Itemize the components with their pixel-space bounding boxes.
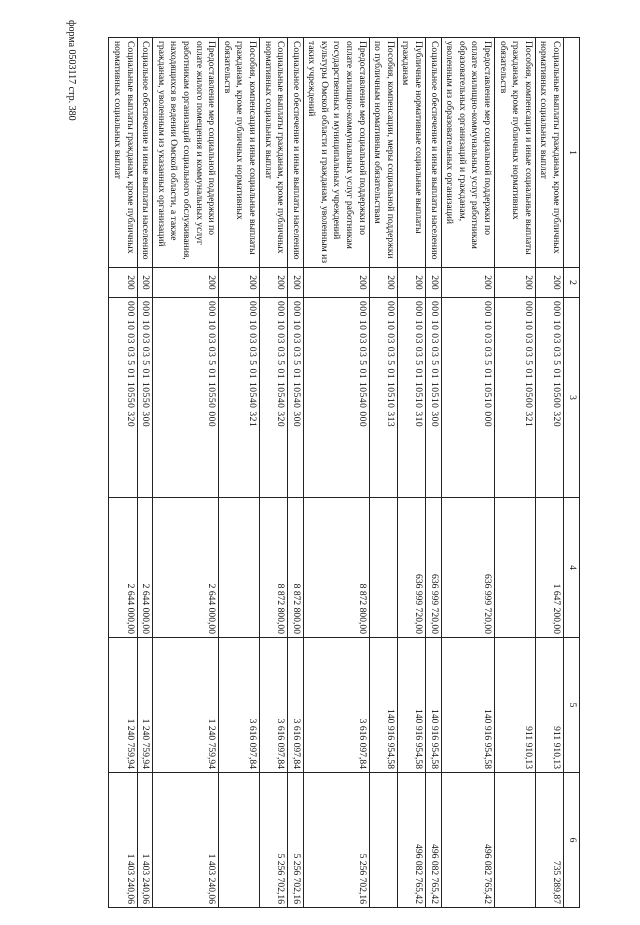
row-executed-cell: 3 616 097,84	[259, 638, 287, 773]
row-line-code-cell: 200	[426, 268, 442, 298]
row-name-cell: Социальное обеспечение и иные выплаты населению	[426, 38, 442, 268]
row-approved-cell: 8 872 800,00	[259, 498, 287, 638]
table-row	[109, 38, 137, 908]
row-approved-cell: 636 999 720,00	[441, 498, 494, 638]
row-name-cell: Социальные выплаты гражданам, кроме публичных нормативных социальных выплат	[259, 38, 287, 268]
row-budget-code-cell: 000 10 03 03 5 01 10510 300	[426, 298, 442, 498]
row-budget-code-cell: 000 10 03 03 5 01 10500 320	[535, 298, 563, 498]
table-row	[288, 38, 304, 908]
row-budget-code-cell: 000 10 03 03 5 01 10540 320	[259, 298, 287, 498]
row-line-code-cell: 200	[259, 268, 287, 298]
row-approved-cell: 8 872 800,00	[303, 498, 369, 638]
table-row	[535, 38, 563, 908]
table-row	[441, 38, 494, 908]
row-unexecuted-cell: 735 289,87	[535, 773, 563, 908]
header-cell-6: 6	[564, 773, 580, 908]
row-line-code-cell: 200	[303, 268, 369, 298]
row-unexecuted-cell: 1 403 240,06	[109, 773, 137, 908]
row-executed-cell: 3 616 097,84	[303, 638, 369, 773]
table-body	[109, 38, 564, 908]
row-line-code-cell: 200	[369, 268, 397, 298]
row-line-code-cell: 200	[495, 268, 536, 298]
row-unexecuted-cell: 496 082 765,42	[397, 773, 425, 908]
table-row	[219, 38, 260, 908]
row-executed-cell: 140 916 954,58	[369, 638, 397, 773]
header-cell-3: 3	[564, 298, 580, 498]
table-row	[426, 38, 442, 908]
table-row	[303, 38, 369, 908]
row-line-code-cell: 200	[219, 268, 260, 298]
report-stage	[70, 37, 580, 907]
row-name-cell: Предоставление мер социальной поддержки по оплате жилого помещения и коммунальных услуг работникам организаций социального обслуживания, находящихся в ведении Омской области, а также гражданам, уволенным из указанных организаций	[153, 38, 219, 268]
row-executed-cell: 140 916 954,58	[397, 638, 425, 773]
row-line-code-cell: 200	[441, 268, 494, 298]
form-label: форма 0503117 стр. 380	[66, 20, 77, 121]
row-executed-cell: 1 240 759,94	[109, 638, 137, 773]
row-unexecuted-cell: 1 403 240,06	[153, 773, 219, 908]
row-name-cell: Социальные выплаты гражданам, кроме публичных нормативных социальных выплат	[109, 38, 137, 268]
row-unexecuted-cell: 5 256 702,16	[288, 773, 304, 908]
row-unexecuted-cell: 5 256 702,16	[303, 773, 369, 908]
row-line-code-cell: 200	[109, 268, 137, 298]
table-row	[137, 38, 153, 908]
row-approved-cell	[495, 498, 536, 638]
table-row	[397, 38, 425, 908]
row-name-cell: Пособия, компенсации, меры социальной поддержки по публичным нормативным обязательствам	[369, 38, 397, 268]
row-budget-code-cell: 000 10 03 03 5 01 10550 320	[109, 298, 137, 498]
row-name-cell: Пособия, компенсации и иные социальные выплаты гражданам, кроме публичных нормативных обязательств	[495, 38, 536, 268]
row-unexecuted-cell: 1 403 240,06	[137, 773, 153, 908]
row-executed-cell: 911 910,13	[535, 638, 563, 773]
row-budget-code-cell: 000 10 03 03 5 01 10550 000	[153, 298, 219, 498]
row-approved-cell: 8 872 800,00	[288, 498, 304, 638]
row-executed-cell: 140 916 954,58	[426, 638, 442, 773]
row-budget-code-cell: 000 10 03 03 5 01 10550 300	[137, 298, 153, 498]
row-executed-cell: 1 240 759,94	[153, 638, 219, 773]
row-approved-cell: 2 644 000,00	[137, 498, 153, 638]
table-row	[495, 38, 536, 908]
row-line-code-cell: 200	[137, 268, 153, 298]
row-unexecuted-cell	[369, 773, 397, 908]
row-approved-cell: 2 644 000,00	[153, 498, 219, 638]
row-name-cell: Предоставление мер социальной поддержки по оплате жилищно-коммунальных услуг работникам государственных и муниципальных учреждений культуры Омской области и гражданам, уволенным из таких учреждений	[303, 38, 369, 268]
row-approved-cell	[369, 498, 397, 638]
row-approved-cell: 1 647 200,00	[535, 498, 563, 638]
row-executed-cell: 911 910,13	[495, 638, 536, 773]
row-name-cell: Пособия, компенсации и иные социальные выплаты гражданам, кроме публичных нормативных обязательств	[219, 38, 260, 268]
row-approved-cell: 636 999 720,00	[397, 498, 425, 638]
row-line-code-cell: 200	[153, 268, 219, 298]
row-line-code-cell: 200	[288, 268, 304, 298]
row-name-cell: Предоставление мер социальной поддержки по оплате жилищно-коммунальных услуг работникам образовательных организаций и гражданам, уволенным из образовательных организаций	[441, 38, 494, 268]
header-row	[564, 38, 580, 908]
row-budget-code-cell: 000 10 03 03 5 01 10510 000	[441, 298, 494, 498]
budget-report-table	[108, 37, 580, 908]
row-executed-cell: 140 916 954,58	[441, 638, 494, 773]
row-unexecuted-cell: 496 082 765,42	[426, 773, 442, 908]
row-name-cell: Социальные выплаты гражданам, кроме публичных нормативных социальных выплат	[535, 38, 563, 268]
row-executed-cell: 1 240 759,94	[137, 638, 153, 773]
row-line-code-cell: 200	[535, 268, 563, 298]
header-cell-2: 2	[564, 268, 580, 298]
row-name-cell: Социальное обеспечение и иные выплаты населению	[288, 38, 304, 268]
table-row	[153, 38, 219, 908]
row-budget-code-cell: 000 10 03 03 5 01 10500 321	[495, 298, 536, 498]
row-approved-cell	[219, 498, 260, 638]
row-budget-code-cell: 000 10 03 03 5 01 10510 313	[369, 298, 397, 498]
row-approved-cell: 636 999 720,00	[426, 498, 442, 638]
row-approved-cell: 2 644 000,00	[109, 498, 137, 638]
row-line-code-cell: 200	[397, 268, 425, 298]
header-cell-4: 4	[564, 498, 580, 638]
row-budget-code-cell: 000 10 03 03 5 01 10540 000	[303, 298, 369, 498]
row-budget-code-cell: 000 10 03 03 5 01 10540 300	[288, 298, 304, 498]
rotated-page	[70, 0, 580, 905]
header-cell-1: 1	[564, 38, 580, 268]
row-executed-cell: 3 616 097,84	[288, 638, 304, 773]
row-budget-code-cell: 000 10 03 03 5 01 10510 310	[397, 298, 425, 498]
row-unexecuted-cell	[495, 773, 536, 908]
row-unexecuted-cell: 496 082 765,42	[441, 773, 494, 908]
row-budget-code-cell: 000 10 03 03 5 01 10540 321	[219, 298, 260, 498]
row-name-cell: Социальное обеспечение и иные выплаты населению	[137, 38, 153, 268]
row-name-cell: Публичные нормативные социальные выплаты гражданам	[397, 38, 425, 268]
row-unexecuted-cell: 5 256 702,16	[259, 773, 287, 908]
row-executed-cell: 3 616 097,84	[219, 638, 260, 773]
table-row	[369, 38, 397, 908]
header-cell-5: 5	[564, 638, 580, 773]
table-row	[259, 38, 287, 908]
row-unexecuted-cell	[219, 773, 260, 908]
